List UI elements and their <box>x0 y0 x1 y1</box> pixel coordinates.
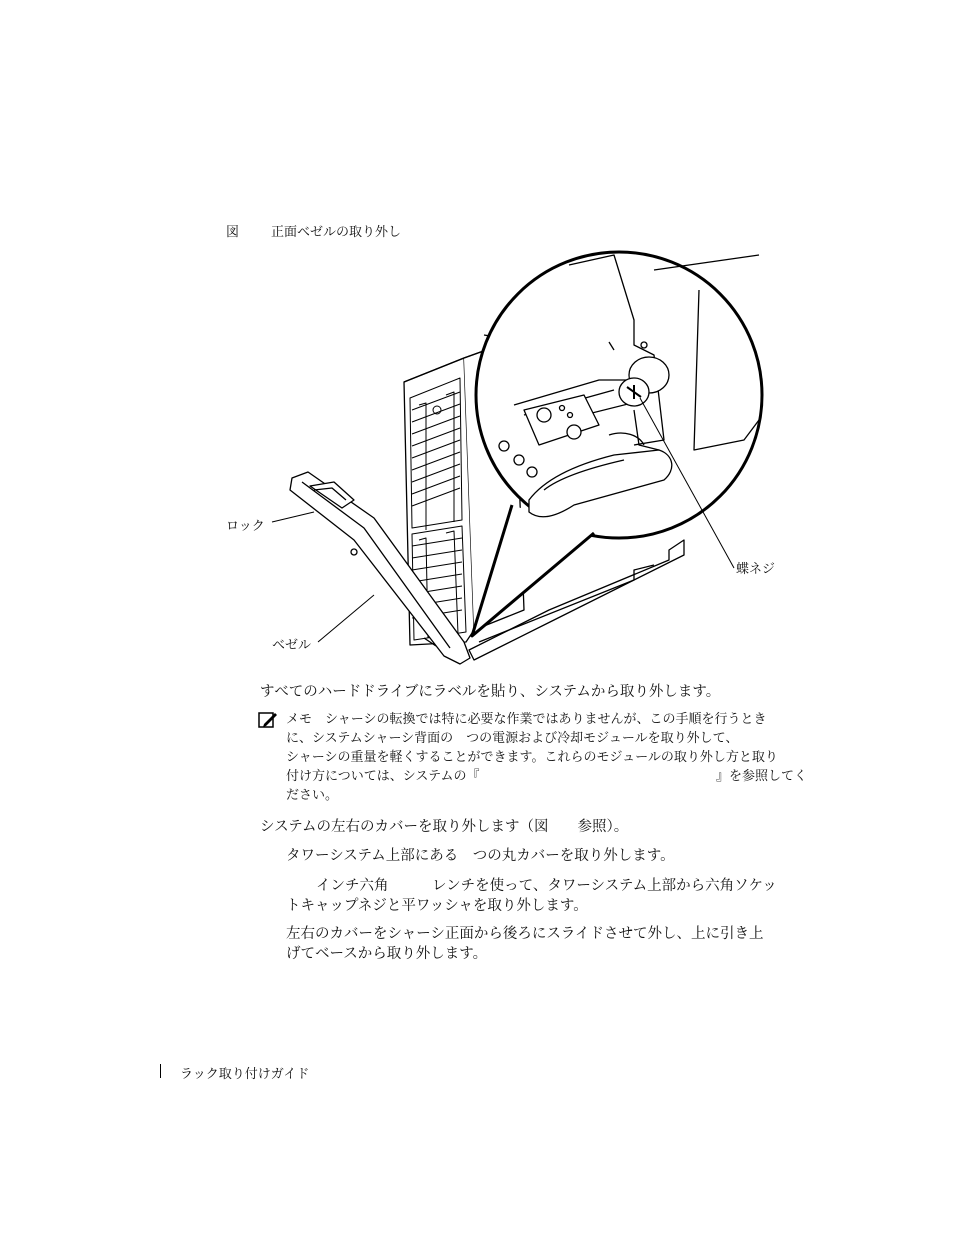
bezel-leader-line <box>318 595 374 642</box>
step-1: すべてのハードドライブにラベルを貼り、システムから取り外します。 <box>260 684 721 700</box>
figure-title: 正面ベゼルの取り外し <box>271 225 402 240</box>
drive-bays-upper <box>410 378 462 530</box>
thumbscrew-callout: 蝶ネジ <box>736 562 776 577</box>
step-2b-line-2: トキャップネジと平ワッシャを取り外します。 <box>286 898 588 914</box>
step-2c-line-2: げてベースから取り外します。 <box>286 946 488 962</box>
note-line-5: ださい。 <box>286 788 339 803</box>
footer-title: ラック取り付けガイド <box>180 1067 310 1082</box>
step-2: システムの左右のカバーを取り外します（図 参照）。 <box>260 819 629 835</box>
note-line-1: メモ シャーシの転換では特に必要な作業ではありませんが、この手順を行うとき <box>286 712 767 727</box>
lock-callout: ロック <box>226 519 265 534</box>
note-line-4-left: 付け方については、システムの『 <box>286 769 480 784</box>
figure-caption <box>226 221 401 240</box>
bezel-callout: ベゼル <box>272 638 312 653</box>
lock-leader-line <box>272 512 314 522</box>
step-2b-line-1: インチ六角 レンチを使って、タワーシステム上部から六角ソケッ <box>316 878 777 894</box>
note-line-3: シャーシの重量を軽くすることができます。これらのモジュールの取り外し方と取り <box>286 750 778 765</box>
step-2a: タワーシステム上部にある つの丸カバーを取り外します。 <box>286 848 675 864</box>
note-line-2: に、システムシャーシ背面の つの電源および冷却モジュールを取り外して、 <box>286 731 739 746</box>
figure-label: 図 <box>226 225 240 240</box>
step-2c-line-1: 左右のカバーをシャーシ正面から後ろにスライドさせて外し、上に引き上 <box>286 926 764 942</box>
footer-divider <box>160 1064 161 1078</box>
bezel-removal-illustration <box>214 250 814 670</box>
pencil-note-icon <box>258 711 278 729</box>
note-line-4-right: 』を参照してく <box>716 769 808 784</box>
